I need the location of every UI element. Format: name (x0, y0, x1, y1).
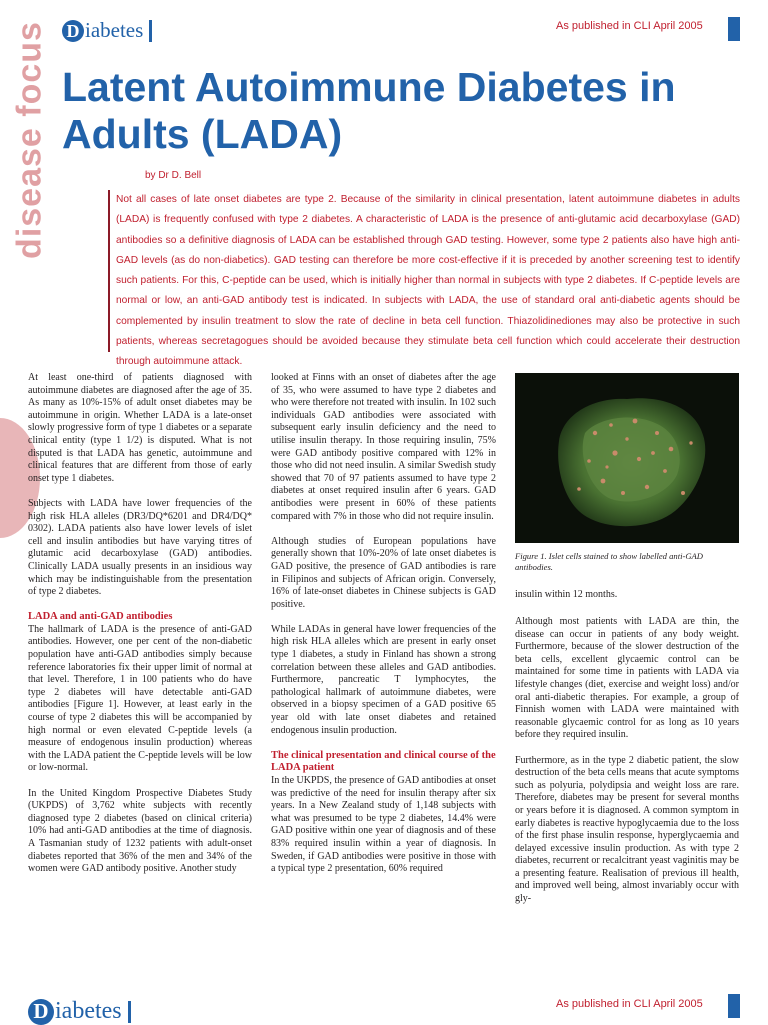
paragraph: While LADAs in general have lower frequencies of the high risk HLA alleles which are present in early onset type 1 diabetes, a study in Finland has shown a strong correlation between these alleles and GAD antibodies. Furthermore, pancreatic T lymphocytes, the pathological hallmark of autoimmune diabetes, were observed in a biopsy specimen of a GAD positive 65 year old with late onset diabetes and retained endogenous insulin production. (271, 623, 496, 736)
logo-d-mark: D (62, 20, 84, 42)
paragraph: In the United Kingdom Prospective Diabetes Study (UKPDS) of 3,762 white subjects with recently diagnosed type 2 diabetes (based on clinical criteria) 10% had anti-GAD antibodies at the time of diagnosis. A Tasmanian study of 1232 patients with adult-onset diabetes reported that 36% of the men and 34% of the women were GAD antibody positive. Another study (28, 787, 252, 875)
section-heading: LADA and anti-GAD antibodies (28, 611, 173, 623)
header-corner-block (728, 17, 740, 41)
paragraph: Although studies of European populations have generally shown that 10%-20% of late onset diabetes is GAD positive, the presence of GAD antibodies is rare in Filipinos and subjects of African origin. Conversely, 16% of late-onset diabetes in Chinese subjects is GAD positive. (271, 535, 496, 610)
article-title: Latent Autoimmune Diabetes in Adults (LADA) (62, 64, 676, 157)
footer-publication-note: As published in CLI April 2005 (556, 998, 703, 1010)
paragraph: In the UKPDS, the presence of GAD antibodies at onset was predictive of the need for insulin therapy after six years. In a New Zealand study of 1,148 subjects with what was presumed to be type 2 diabetes, 14.4% were GAD positive within one year of diagnosis and of these 83% required insulin within a year of diagnosis. In Sweden, if GAD antibodies were positive in those with a typical type 2 presentation, 60% required (271, 775, 496, 875)
body-column-1 (28, 372, 252, 938)
logo-d-mark: D (28, 999, 54, 1025)
header-publication-note: As published in CLI April 2005 (556, 20, 703, 32)
paragraph: Although most patients with LADA are thin, the disease can occur in patients of any body weight. Furthermore, because of the slower destruction of the beta cells, excellent glycaemic control can be maintained for some time in patients with LADA via lifestyle changes (diet, exercise and weight loss) and/or oral anti-diabetic therapies. For example, a group of Finnish women with LADA were maintained with reasonable glycaemic control for as long as 10 years before they required insulin. (515, 616, 739, 741)
section-label (10, 20, 50, 260)
logo-wordmark: iabetes (55, 998, 122, 1024)
article-byline: by Dr D. Bell (145, 170, 202, 181)
paragraph: Subjects with LADA have lower frequencies of the high risk HLA alleles (DR3/DQ*6201 and DR4/DQ* 0302). LADA patients also have lower levels of islet cell and insulin antibodies but have varying titres of glutamic acid decarboxylase (GAD) antibodies. Clinically LADA usually presents in an insidious way which may be indistinguishable from the presentation of type 2 diabetes. (28, 497, 252, 598)
footer-corner-block (728, 994, 740, 1018)
section-heading: The clinical presentation and clinical course of the LADA patient (271, 749, 496, 774)
paragraph: looked at Finns with an onset of diabetes after the age of 35, who were assumed to have type 2 diabetes and who were therefore not treated with insulin. In 102 such individuals GAD antibodies were associated with subsequent early insulin deficiency and the need to utilise insulin therapy. In those requiring insulin, 75% were GAD antibody positive compared with 12% in those who did not need insulin. A similar Swedish study showed that 70 of 97 patients assumed to have type 2 diabetes at onset required insulin after 6 years. GAD antibodies were present in 60% of these patients compared with 7% in those who did not require insulin. (271, 372, 496, 522)
body-column-3-top (515, 589, 739, 603)
figure-caption: Figure 1. Islet cells stained to show labelled anti-GAD antibodies. (515, 551, 704, 572)
body-column-3 (515, 616, 739, 938)
body-column-2 (271, 372, 496, 938)
logo-wordmark: iabetes (85, 18, 144, 42)
section-label-text: disease focus (10, 21, 49, 259)
paragraph: Furthermore, as in the type 2 diabetic patient, the slow destruction of the beta cells means that acute symptoms such as polyuria, polydipsia and weight loss are rare. Therefore, diabetes may be present for several months or years before it is diagnosed. A common symptom in early diabetes is reactive hypoglycaemia due to the loss of the first phase insulin response, hyperglycaemia and delayed excessive insulin production. As with type 2 diabetes, recurrent or recalcitrant yeast vaginitis may be a presenting feature. Realisation of previous ill health, and improved well being, almost invariably occur with gly- (515, 754, 739, 905)
paragraph: insulin within 12 months. (515, 589, 618, 600)
logo-bar (128, 1001, 131, 1023)
footer-logo (28, 998, 131, 1025)
article-abstract: Not all cases of late onset diabetes are type 2. Because of the similarity in clinical presentation, latent autoimmune diabetes in adults (LADA) is frequently confused with type 2 diabetes. A characteristic of LADA is the presence of anti-glutamic acid decarboxylase (GAD) antibodies so a definitive diagnosis of LADA can be established through GAD testing. However, some type 2 patients also have high anti-GAD levels (as do non-diabetics). GAD testing can therefore be more cost-effective if it is preceded by another screening test to identify such patients. For this, C-peptide can be used, which is initially higher than normal in subjects with type 2 diabetes. If C-peptide levels are normal or low, an anti-GAD antibody test is indicated. In subjects with LADA, the use of standard oral anti-diabetic agents should be complemented by insulin treatment to slow the rate of decline in beta cell function. Thiazolidinediones may also be protective in such patients, whereas secretagogues should be avoided because they stimulate beta cell function which could accelerate their destruction through autoimmune attack. (108, 190, 740, 352)
header-logo (62, 18, 152, 43)
paragraph: At least one-third of patients diagnosed with autoimmune diabetes are diagnosed after the age of 35. As many as 10%-15% of adult onset diabetes may be autoimmune in origin. Whether LADA is a late-onset slowly progressive form of type 1 diabetes or a separate clinical entity (type 1 1/2) is disputed. What is not disputed is that LADA has genetic, autoimmune and clinical features that are different from those of early onset type 1 diabetes. (28, 372, 252, 484)
logo-bar (149, 20, 152, 42)
figure-islet-cells-image (515, 373, 739, 543)
paragraph: The hallmark of LADA is the presence of anti-GAD antibodies. However, one per cent of the non-diabetic population have anti-GAD antibodies simply because reference laboratories fix their upper limit of normal at that level. Therefore, 1 in 100 patients who do have type 2 diabetes will have detectable anti-GAD antibodies [Figure 1]. However, at least early in the course of type 2 diabetes this will be accompanied by high normal or even elevated C-peptide levels (a measure of endogenous insulin production) whereas with the LADA patient the C-peptide levels will be low or low-normal. (28, 623, 252, 774)
